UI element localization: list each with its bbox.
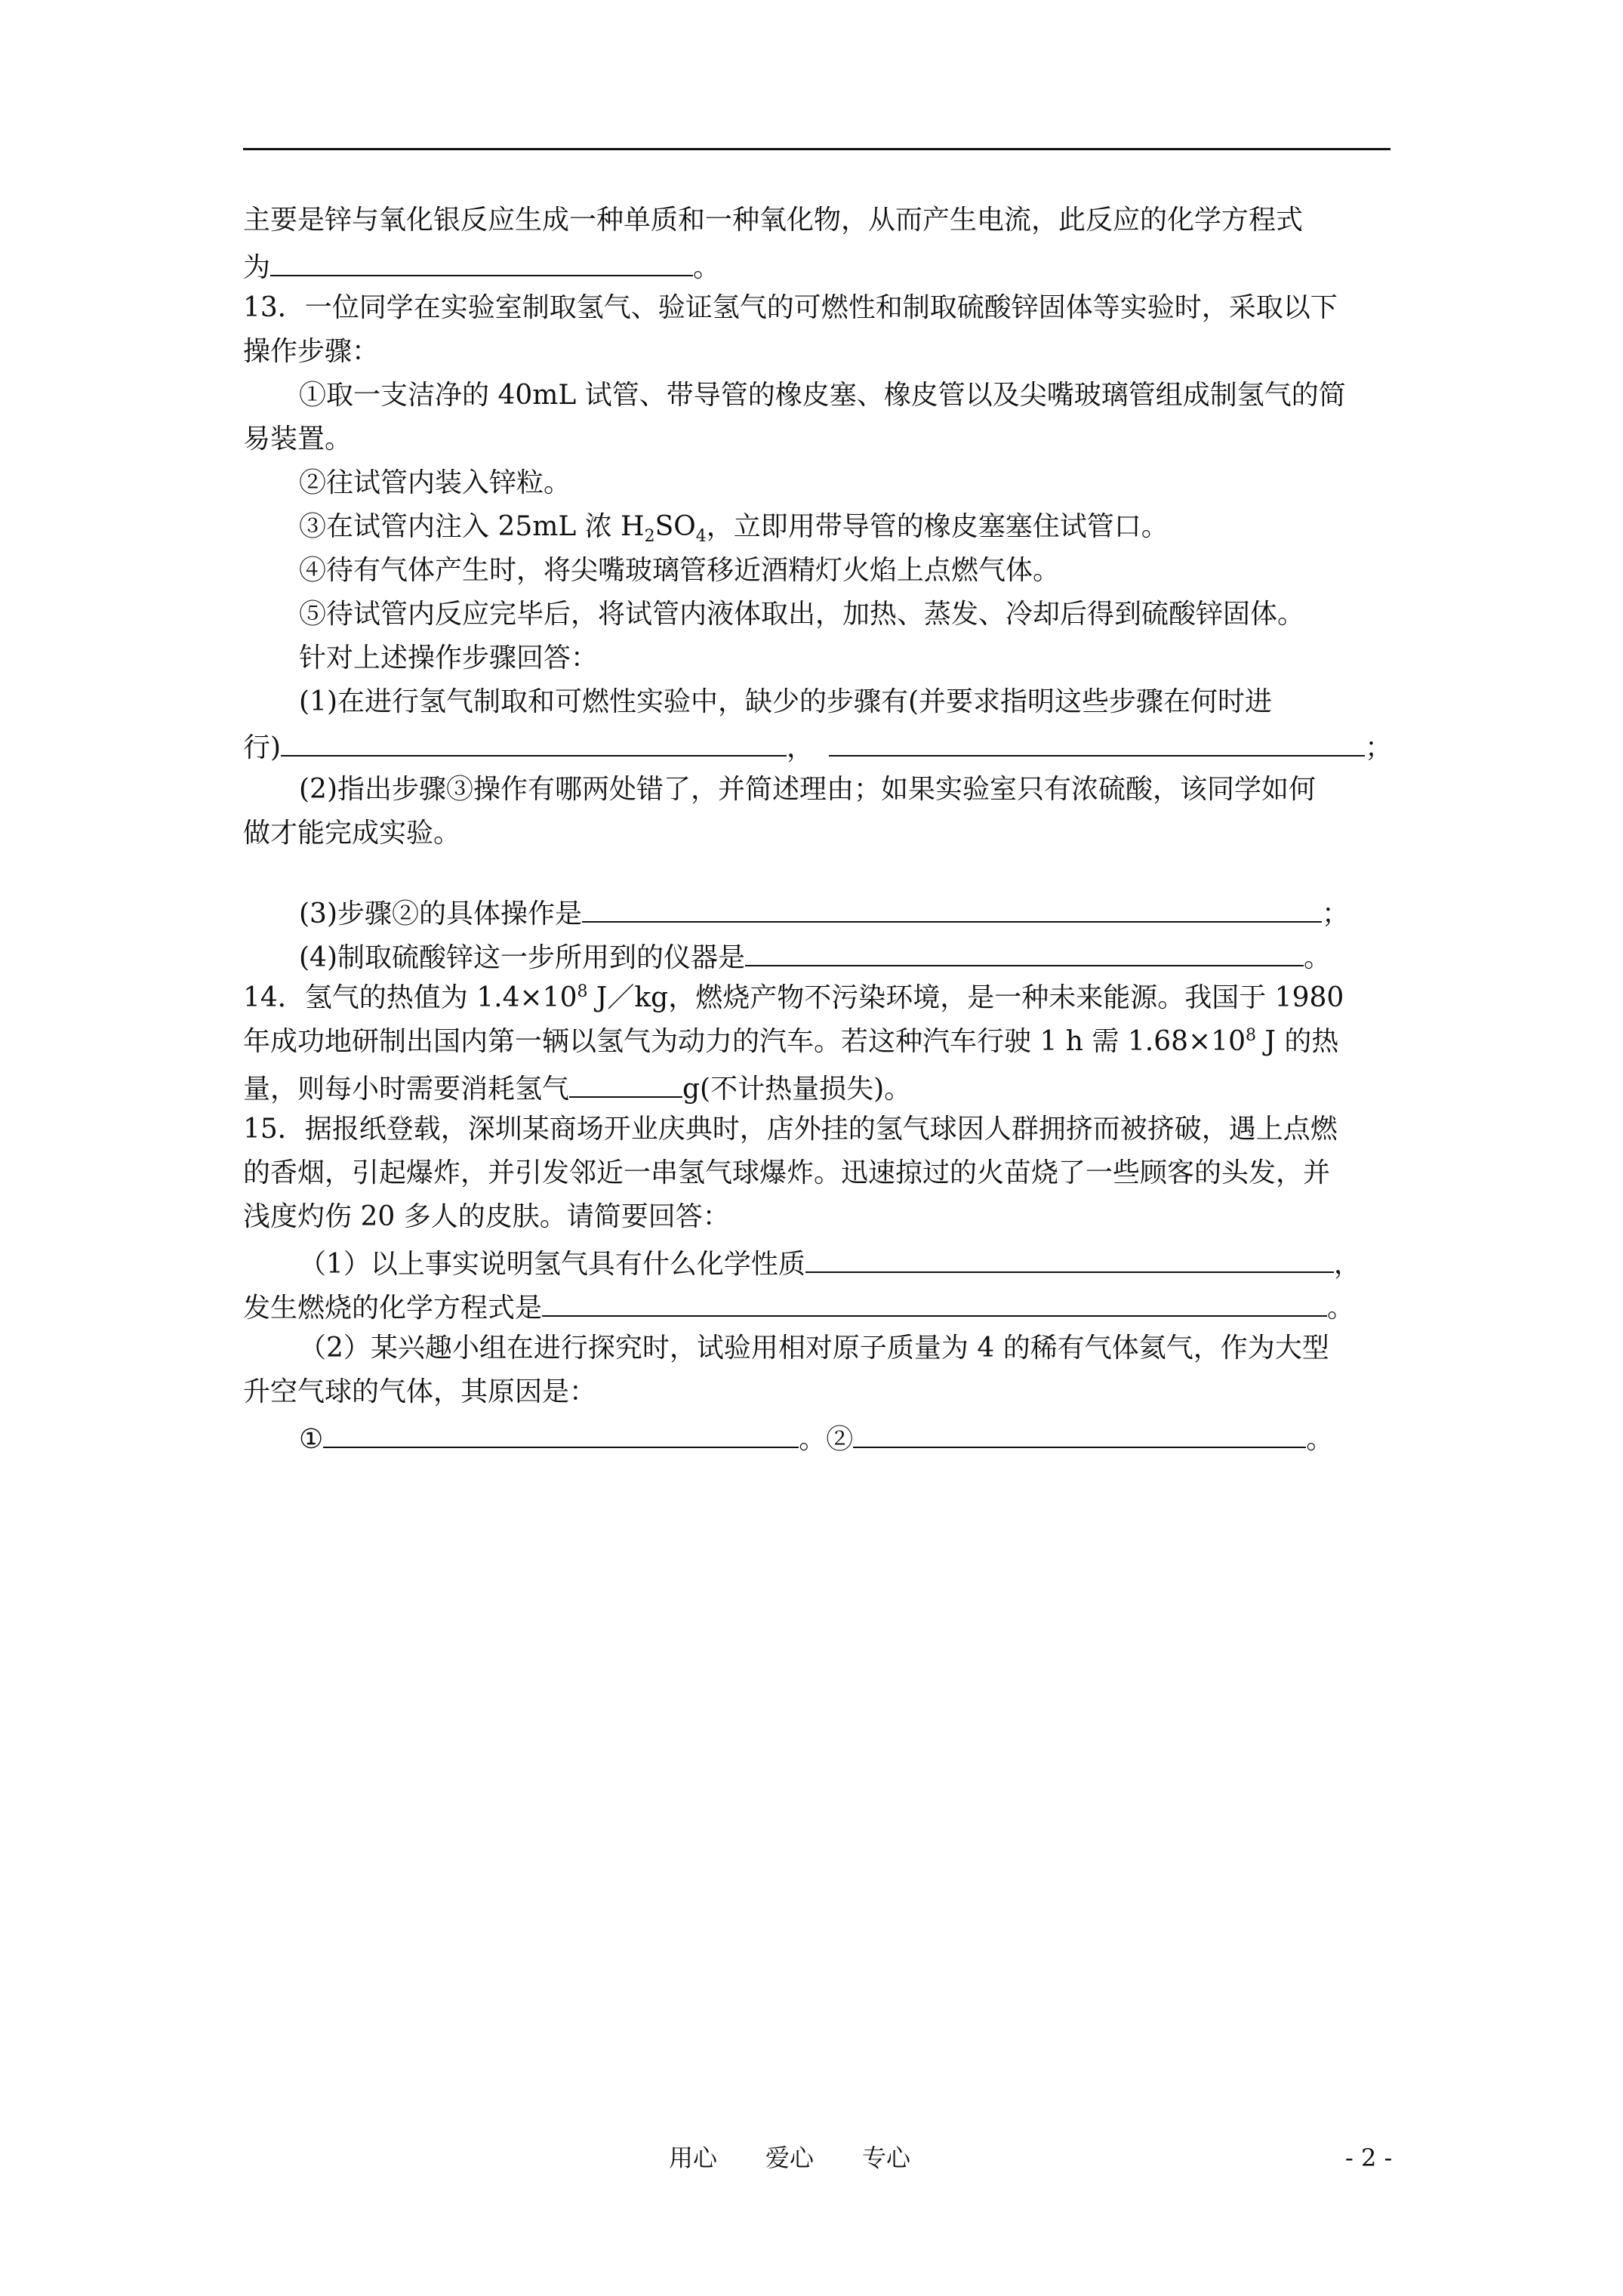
q13-step-4: ④待有气体产生时，将尖嘴玻璃管移近酒精灯火焰上点燃气体。 [299, 555, 1061, 586]
q13-step-1-cont: 易装置。 [243, 424, 353, 455]
q13-step-5: ⑤待试管内反应完毕后，将试管内液体取出，加热、蒸发、冷却后得到硫酸锌固体。 [299, 599, 1305, 630]
q15-line-2: 的香烟，引起爆炸，并引发邻近一串氢气球爆炸。迅速掠过的火苗烧了一些顾客的头发，并 [243, 1157, 1331, 1188]
q15-part-2-cont: 升空气球的气体，其原因是： [243, 1376, 597, 1407]
q15-line-1: 15．据报纸登载，深圳某商场开业庆典时，店外挂的氢气球因人群拥挤而被挤破，遇上点燃 [243, 1114, 1338, 1145]
q13-intro: 针对上述操作步骤回答： [299, 643, 599, 673]
q13-part-2: (2)指出步骤③操作有哪两处错了，并简述理由；如果实验室只有浓硫酸，该同学如何 [299, 774, 1316, 805]
q13-step-1: ①取一支洁净的 40mL 试管、带导管的橡皮塞、橡皮管以及尖嘴玻璃管组成制氢气的简 [299, 380, 1346, 411]
q15-part-1-eq: 发生燃烧的化学方程式是 。 [243, 1288, 1354, 1325]
q14-line-1: 14．氢气的热值为 $1.4\times 10^8$ J／kg，燃烧产物不污染环境，是一种未来能源。我国于 1980 [243, 982, 1344, 1013]
q13-line-2: 操作步骤： [243, 336, 380, 367]
cont-line-1: 主要是锌与氧化银反应生成一种单质和一种氧化物，从而产生电流，此反应的化学方程式 [243, 205, 1304, 236]
answer-blank[interactable] [323, 1419, 799, 1448]
q13-part-4: (4)制取硫酸锌这一步所用到的仪器是 。 [299, 938, 1331, 975]
cont-line-2: 为 。 [243, 248, 720, 285]
answer-blank[interactable] [270, 248, 693, 276]
answer-blank[interactable] [569, 1069, 682, 1098]
q15-reasons: ① 。② 。 [299, 1419, 1333, 1456]
answer-blank[interactable] [281, 728, 787, 757]
q13-part-1: (1)在进行氢气制取和可燃性实验中，缺少的步骤有(并要求指明这些步骤在何时进 [299, 686, 1273, 717]
q14-line-2: 年成功地研制出国内第一辆以氢气为动力的汽车。若这种汽车行驶 1 h 需 $1.68\times 10^8$ J 的热 [243, 1026, 1339, 1057]
q14-line-3: 量，则每小时需要消耗氢气 g(不计热量损失)。 [243, 1069, 911, 1106]
answer-blank[interactable] [829, 728, 1365, 757]
answer-blank[interactable] [542, 1288, 1327, 1317]
q13-step-2: ②往试管内装入锌粒。 [299, 467, 571, 498]
q13-part-1-blanks: 行) ， ； [243, 728, 1392, 765]
answer-blank[interactable] [853, 1419, 1306, 1448]
answer-blank[interactable] [805, 1244, 1334, 1273]
q15-line-3: 浅度灼伤 20 多人的皮肤。请简要回答： [243, 1201, 730, 1232]
page-number: - 2 - [1345, 2143, 1393, 2172]
header-rule [243, 148, 1390, 150]
q15-part-1: （1）以上事实说明氢气具有什么化学性质 ， [299, 1244, 1361, 1281]
footer-center: 用心 爱心 专心 [669, 2143, 911, 2172]
q13-part-2-cont: 做才能完成实验。 [243, 818, 461, 849]
q13-part-3: (3)步骤②的具体操作是 ； [299, 894, 1349, 931]
q13-step-3: ③在试管内注入 25mL 浓 $H_2SO_4$，立即用带导管的橡皮塞塞住试管口。 [299, 511, 1169, 547]
q13-line-1: 13．一位同学在实验室制取氢气、验证氢气的可燃性和制取硫酸锌固体等实验时，采取以下 [243, 292, 1338, 323]
answer-blank[interactable] [745, 938, 1304, 966]
answer-blank[interactable] [582, 894, 1322, 923]
q15-part-2: （2）某兴趣小组在进行探究时，试验用相对原子质量为 4 的稀有气体氦气，作为大型 [299, 1333, 1329, 1364]
